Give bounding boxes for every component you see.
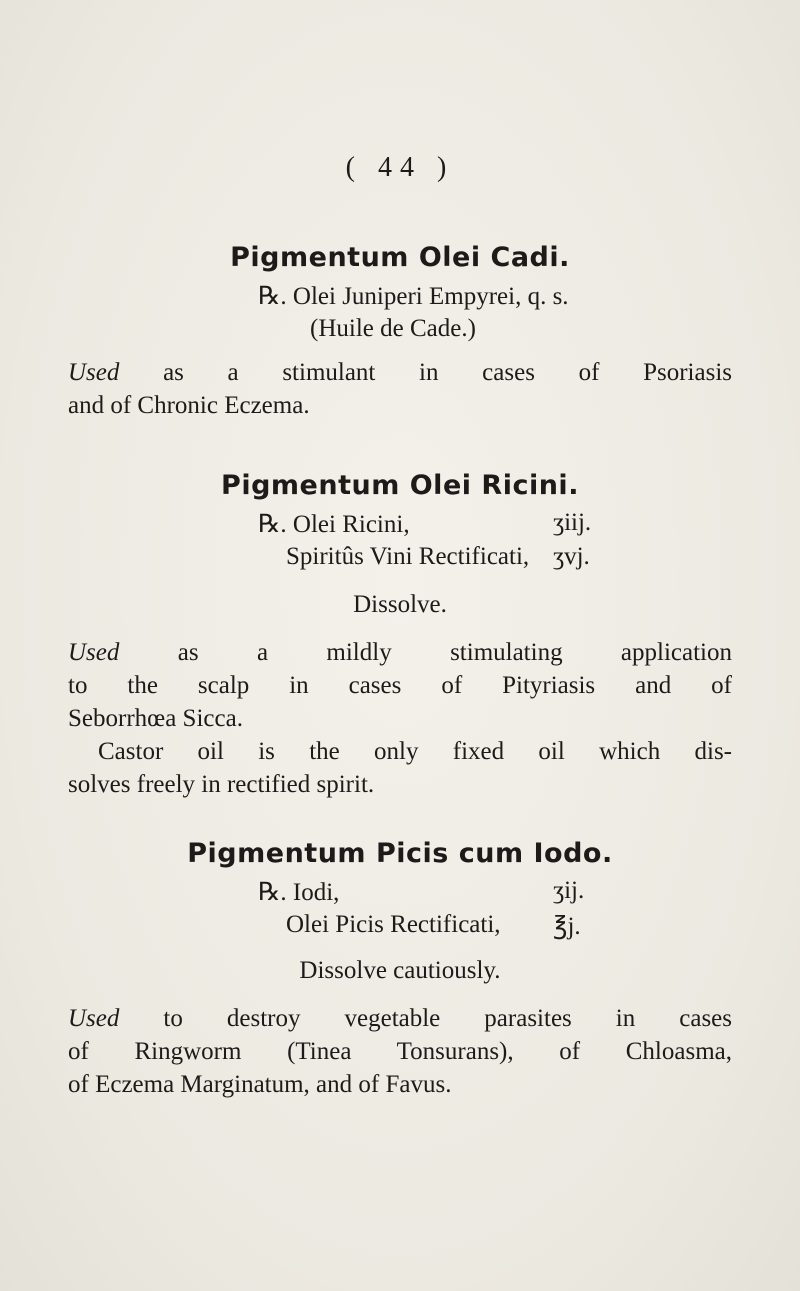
usage-label: Used <box>68 1005 120 1032</box>
ingredient-name: Spiritûs Vini Rectificati, <box>286 543 530 570</box>
recipe-note: (Huile de Cade.) <box>310 315 476 342</box>
usage-label: Used <box>68 639 120 666</box>
ingredient-name: Olei Picis Rectificati, <box>286 911 501 938</box>
page-number: ( 44 ) <box>345 152 455 183</box>
ingredient-quantity: ℥j. <box>553 913 581 940</box>
ingredient-quantity: ʒvj. <box>553 543 590 570</box>
ingredient-name: ℞. Iodi, <box>258 879 340 906</box>
usage-paragraph <box>68 636 732 801</box>
usage-line: of Ringworm (Tinea Tonsurans), of Chloasma, <box>68 1038 732 1065</box>
usage-paragraph <box>68 356 732 422</box>
usage-line: Used to destroy vegetable parasites in cases <box>68 1005 733 1032</box>
usage-line: Used as a stimulant in cases of Psoriasis <box>68 359 732 386</box>
usage-line: of Eczema Marginatum, and of Favus. <box>68 1071 452 1098</box>
usage-line: and of Chronic Eczema. <box>68 392 310 419</box>
note-line: Castor oil is the only fixed oil which dis- <box>98 738 732 765</box>
section-heading-olei-ricini: Pigmentum Olei Ricini. <box>221 470 579 501</box>
instruction: Dissolve. <box>353 591 447 618</box>
ingredient-quantity: ʒij. <box>553 877 585 904</box>
usage-paragraph <box>68 1002 732 1101</box>
section-heading-picis-cum-iodo: Pigmentum Picis cum Iodo. <box>187 838 613 869</box>
usage-line: to the scalp in cases of Pityriasis and of <box>68 672 732 699</box>
ingredient-name: ℞. Olei Ricini, <box>258 511 410 538</box>
recipe-line: ℞. Olei Juniperi Empyrei, q. s. <box>258 283 569 310</box>
ingredient-quantity: ʒiij. <box>553 509 592 536</box>
usage-line: Seborrhœa Sicca. <box>68 705 243 732</box>
instruction: Dissolve cautiously. <box>299 957 501 984</box>
usage-line: Used as a mildly stimulating application <box>68 639 733 666</box>
note-line: solves freely in rectified spirit. <box>68 771 375 798</box>
usage-label: Used <box>68 359 120 386</box>
section-heading-olei-cadi: Pigmentum Olei Cadi. <box>230 242 570 273</box>
